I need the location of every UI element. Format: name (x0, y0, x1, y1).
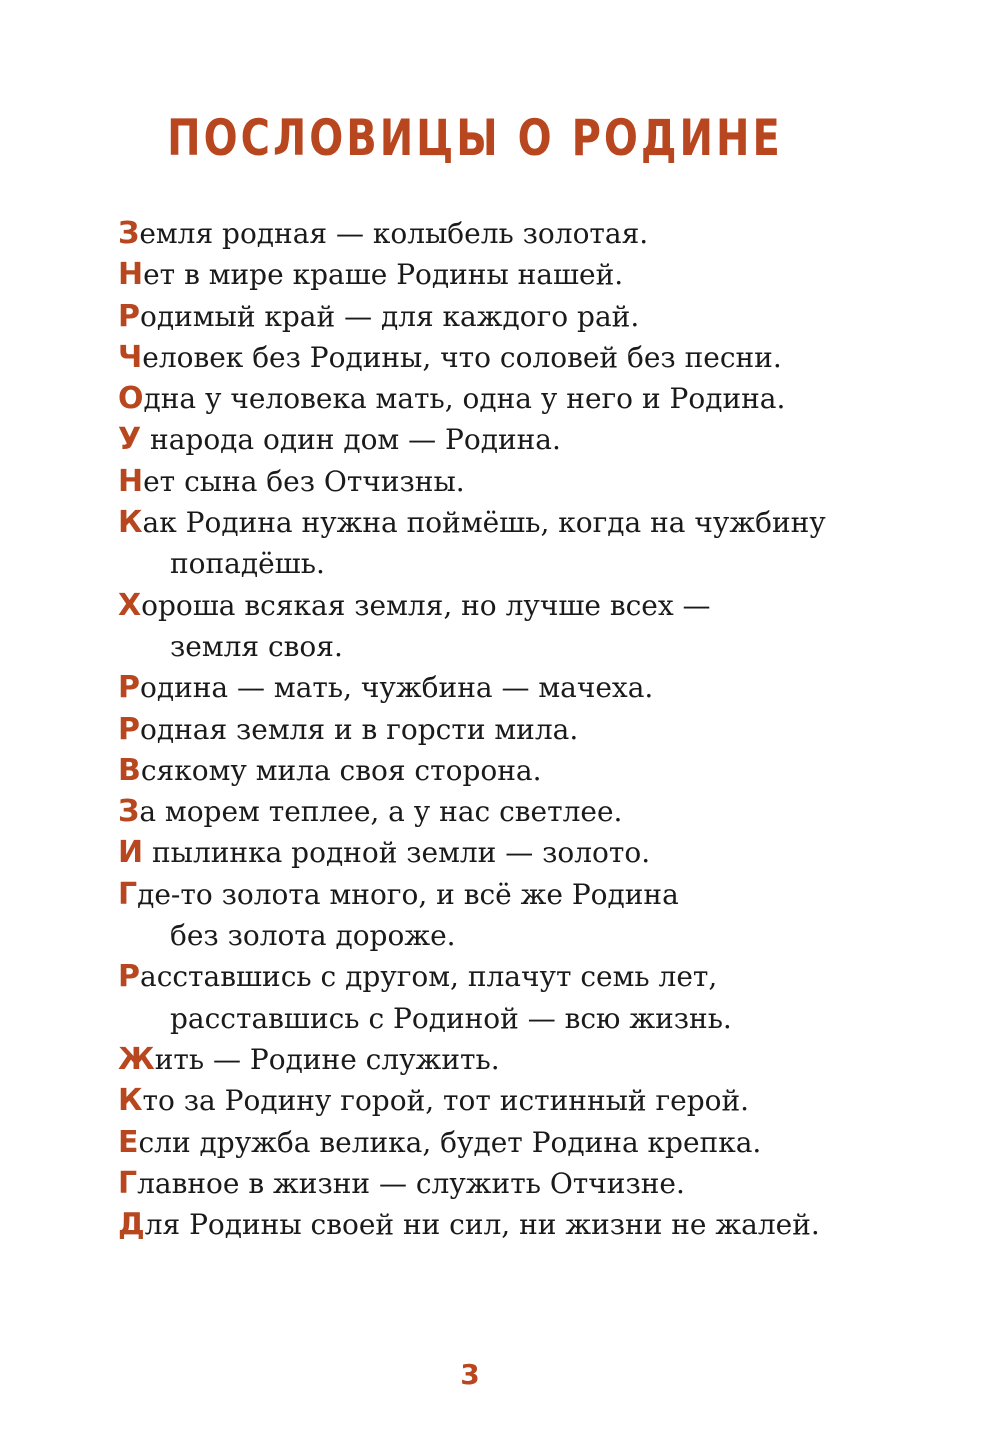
proverb-text: асставшись с другом, плачут семь лет, (140, 960, 718, 994)
proverb-initial-letter: Д (118, 1207, 145, 1243)
proverb-item (118, 1039, 978, 1080)
proverb-initial-letter: В (118, 752, 141, 788)
proverb-initial-letter: У (118, 422, 142, 458)
proverb-initial-letter: Г (118, 1165, 138, 1201)
proverb-item (118, 419, 978, 460)
proverb-item (118, 1080, 978, 1121)
proverb-initial-letter: Р (118, 670, 140, 706)
proverb-text: сли дружба велика, будет Родина крепка. (138, 1125, 762, 1159)
proverb-initial-letter: И (118, 835, 144, 871)
proverb-continuation: без золота дороже. (170, 919, 456, 953)
proverb-initial-letter: Е (118, 1124, 139, 1160)
proverb-initial-letter: Р (118, 298, 140, 334)
proverb-item (118, 1163, 978, 1204)
proverb-text: ет в мире краше Родины нашей. (143, 258, 624, 292)
proverb-item (118, 461, 978, 502)
proverb-initial-letter: Х (118, 587, 142, 623)
proverb-item (118, 832, 978, 873)
proverb-initial-letter: Р (118, 711, 140, 747)
proverb-initial-letter: Н (118, 257, 144, 293)
proverb-initial-letter: Н (118, 463, 144, 499)
proverb-text: одная земля и в горсти мила. (140, 712, 579, 746)
proverb-text: дна у человека мать, одна у него и Родина. (143, 382, 786, 416)
proverb-item (118, 337, 978, 378)
proverb-text: ак Родина нужна поймёшь, когда на чужбину (142, 506, 826, 540)
proverb-item (118, 1204, 978, 1245)
proverb-initial-letter: З (118, 216, 140, 251)
page-number: 3 (460, 1358, 480, 1391)
proverb-initial-letter: О (118, 381, 144, 417)
proverb-item (118, 378, 978, 419)
proverb-text: лавное в жизни — служить Отчизне. (137, 1166, 685, 1200)
proverb-continuation: попадёшь. (170, 547, 325, 581)
proverb-initial-letter: К (118, 1083, 143, 1119)
proverb-item (118, 750, 978, 791)
proverb-item (118, 874, 978, 957)
proverb-text: ороша всякая земля, но лучше всех — (141, 588, 711, 622)
proverb-initial-letter: Р (118, 959, 140, 995)
proverb-text: емля родная — колыбель золотая. (139, 217, 649, 250)
proverb-text: одина — мать, чужбина — мачеха. (140, 671, 654, 705)
proverb-initial-letter: Г (118, 876, 138, 912)
proverb-text: де-то золота много, и всё же Родина (137, 877, 679, 911)
proverb-list (118, 213, 978, 1245)
proverb-item (118, 254, 978, 295)
proverb-continuation: расставшись с Родиной — всю жизнь. (170, 1001, 732, 1035)
proverb-item (118, 213, 978, 254)
proverb-item (118, 296, 978, 337)
proverb-text: а морем теплее, а у нас светлее. (139, 795, 623, 829)
proverb-item (118, 791, 978, 832)
proverb-continuation: земля своя. (170, 629, 343, 663)
proverb-text: ля Родины своей ни сил, ни жизни не жалей. (144, 1208, 820, 1242)
proverb-text: то за Родину горой, тот истинный герой. (142, 1084, 750, 1118)
proverb-initial-letter: З (118, 794, 140, 830)
proverb-item (118, 956, 978, 1039)
proverb-item (118, 585, 978, 668)
proverb-text: сякому мила своя сторона. (140, 753, 542, 787)
proverb-item (118, 1122, 978, 1163)
proverb-text: ет сына без Отчизны. (143, 464, 465, 498)
proverb-text: пылинка родной земли — золото. (143, 836, 651, 870)
proverb-item (118, 502, 978, 585)
proverb-item (118, 709, 978, 750)
proverb-text: народа один дом — Родина. (141, 423, 561, 457)
proverb-initial-letter: Ч (118, 339, 143, 375)
proverb-text: одимый край — для каждого рай. (140, 299, 640, 333)
proverb-initial-letter: К (118, 505, 143, 541)
page-title: ПОСЛОВИЦЫ О РОДИНЕ (167, 110, 783, 168)
proverb-item (118, 667, 978, 708)
proverb-initial-letter: Ж (118, 1041, 155, 1077)
proverb-text: ить — Родине служить. (154, 1042, 500, 1076)
proverb-text: еловек без Родины, что соловей без песни. (142, 340, 782, 374)
